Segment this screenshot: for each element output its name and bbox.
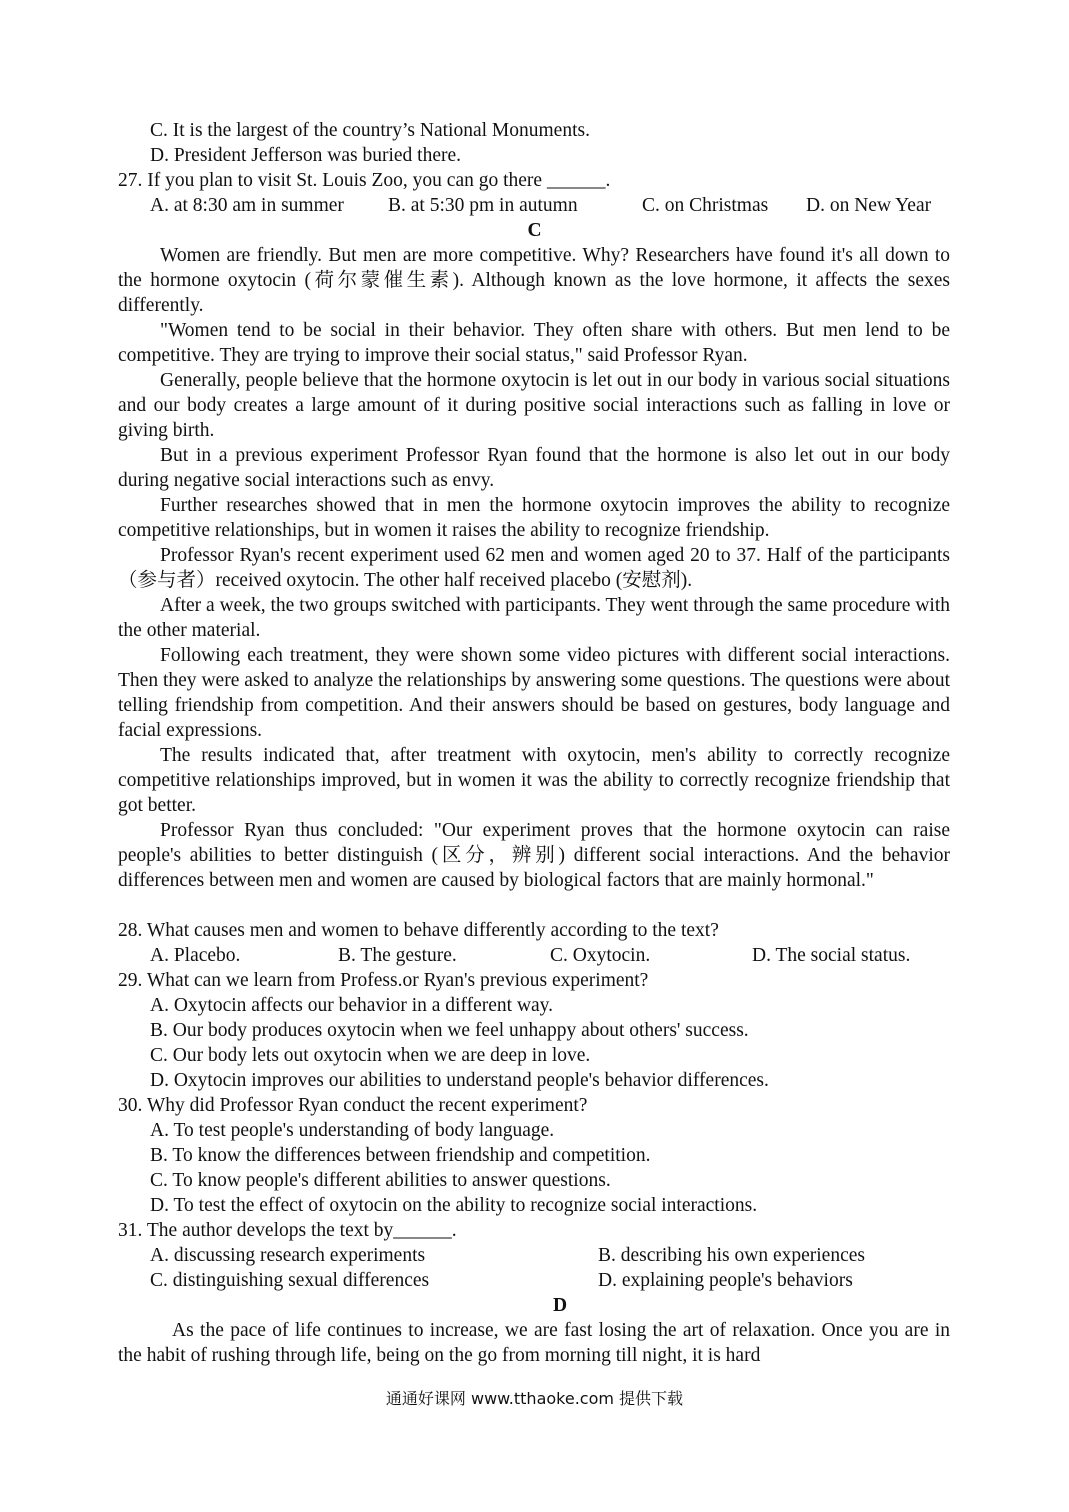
q29-option-c: C. Our body lets out oxytocin when we are deep in love. [150,1045,591,1066]
q28-option-c: C. Oxytocin. [550,945,651,966]
q29-option-d: D. Oxytocin improves our abilities to understand people's behavior differences. [150,1070,769,1091]
q31-option-a: A. discussing research experiments [150,1245,426,1266]
passage-paragraph: Following each treatment, they were shown some video pictures with different social interactions. Then they were asked to analyze the relationships by answering some questions. The questions were about telling friendship from competition. And their answers should be based on gestures, body language and facial expressions. [118,645,950,741]
passage-paragraph: As the pace of life continues to increase, we are fast losing the art of relaxation. Once you are in the habit of rushing through life, being on the go from morning till night, it is hard [118,1320,950,1366]
section-c-passage [118,243,950,893]
q27-option-b: B. at 5:30 pm in autumn [388,195,578,216]
passage-paragraph: Professor Ryan's recent experiment used 62 men and women aged 20 to 37. Half of the participants（参与者）received oxytocin. The other half received placebo (安慰剂). [118,545,950,591]
section-d-heading: D [552,1295,568,1316]
passage-paragraph: The results indicated that, after treatment with oxytocin, men's ability to correctly recognize competitive relationships improved, but in women it was the ability to correctly recognize friendship that got better. [118,745,950,816]
q31-option-d: D. explaining people's behaviors [598,1270,853,1291]
q28-option-d: D. The social status. [752,945,911,966]
passage-paragraph: Generally, people believe that the hormone oxytocin is let out in our body in various social situations and our body creates a large amount of it during positive social interactions such as falling in love or giving birth. [118,370,950,441]
q30-option-b: B. To know the differences between friendship and competition. [150,1145,651,1166]
q31-option-b: B. describing his own experiences [598,1245,865,1266]
q29-option-b: B. Our body produces oxytocin when we feel unhappy about others' success. [150,1020,749,1041]
passage-paragraph: Women are friendly. But men are more competitive. Why? Researchers have found it's all down to the hormone oxytocin (荷尔蒙催生素). Although known as the love hormone, it affects the sexes differently. [118,245,950,316]
passage-paragraph: After a week, the two groups switched with participants. They went through the same procedure with the other material. [118,595,950,641]
q29-option-a: A. Oxytocin affects our behavior in a different way. [150,995,554,1016]
q27-option-d: D. on New Year [806,195,932,216]
q29-stem: 29. What can we learn from Profess.or Ryan's previous experiment? [118,970,649,991]
page-footer: 通通好课网 www.tthaoke.com 提供下载 [385,1389,684,1408]
passage-paragraph: "Women tend to be social in their behavior. They often share with others. But men lend to be competitive. They are trying to improve their social status," said Professor Ryan. [118,320,950,366]
passage-paragraph: Professor Ryan thus concluded: "Our experiment proves that the hormone oxytocin can raise people's abilities to better distinguish (区分，辨别) different social interactions. And the behavior differences between men and women are caused by biological factors that are mainly hormonal." [118,820,950,891]
q27-stem: 27. If you plan to visit St. Louis Zoo, you can go there ______. [118,170,611,191]
q26-option-c: C. It is the largest of the country’s National Monuments. [150,120,590,141]
q28-option-b: B. The gesture. [338,945,457,966]
q26-option-d: D. President Jefferson was buried there. [150,145,462,166]
q30-stem: 30. Why did Professor Ryan conduct the recent experiment? [118,1095,588,1116]
q30-option-d: D. To test the effect of oxytocin on the ability to recognize social interactions. [150,1195,758,1216]
q27-option-c: C. on Christmas [642,195,769,216]
passage-paragraph: Further researches showed that in men the hormone oxytocin improves the ability to recognize competitive relationships, but in women it raises the ability to recognize friendship. [118,495,950,541]
q31-stem: 31. The author develops the text by______. [118,1220,457,1241]
section-c-heading: C [527,220,542,241]
q27-option-a: A. at 8:30 am in summer [150,195,344,216]
q30-option-c: C. To know people's different abilities to answer questions. [150,1170,611,1191]
passage-paragraph: But in a previous experiment Professor Ryan found that the hormone is also let out in our body during negative social interactions such as envy. [118,445,950,491]
q28-stem: 28. What causes men and women to behave differently according to the text? [118,920,719,941]
q31-option-c: C. distinguishing sexual differences [150,1270,430,1291]
section-d-passage [118,1318,950,1368]
q30-option-a: A. To test people's understanding of body language. [150,1120,555,1141]
q28-option-a: A. Placebo. [150,945,241,966]
